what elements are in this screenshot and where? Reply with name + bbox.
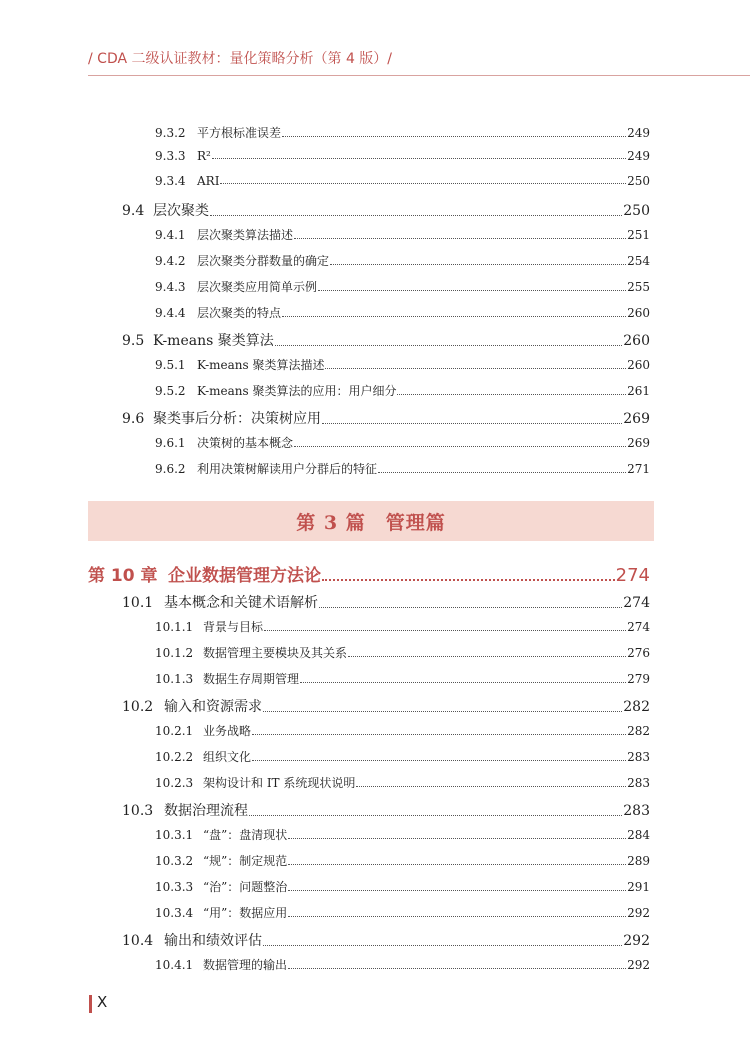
toc-entry-title: 利用决策树解读用户分群后的特征: [197, 462, 378, 476]
toc-entry: [155, 722, 650, 739]
toc-entry: [155, 956, 650, 973]
toc-entry-title: K-means 聚类算法的应用：用户细分: [197, 384, 397, 398]
toc-entry: [155, 748, 650, 765]
leader-dots: [275, 345, 623, 346]
toc-entry-title: 数据生存周期管理: [203, 672, 300, 686]
toc-entry-number: 10.2: [122, 699, 154, 715]
running-header: / CDA 二级认证教材：量化策略分析（第 4 版）/: [88, 51, 393, 67]
leader-dots: [212, 158, 626, 159]
toc-entry-number: 9.4.1: [155, 228, 186, 242]
toc-entry-page: 260: [627, 306, 650, 320]
toc-entry-title: 聚类事后分析：决策树应用: [153, 411, 321, 427]
toc-entry-page: 283: [627, 750, 650, 764]
toc-entry-title: “用”：数据应用: [203, 906, 288, 920]
toc-entry-page: 289: [627, 854, 650, 868]
toc-entry-number: 10.2.3: [155, 776, 194, 790]
toc-entry-number: 9.4.2: [155, 254, 186, 268]
toc-entry-page: 282: [623, 699, 650, 715]
leader-dots: [288, 890, 626, 891]
leader-dots: [294, 238, 626, 239]
toc-entry-number: 9.5.1: [155, 358, 186, 372]
leader-dots: [356, 786, 626, 787]
toc-entry: [155, 278, 650, 295]
toc-entry-title: “盘”：盘清现状: [203, 828, 288, 842]
toc-entry-number: 9.3.2: [155, 126, 186, 140]
leader-dots: [282, 136, 626, 137]
toc-entry-number: 9.4.4: [155, 306, 186, 320]
toc-entry: [155, 434, 650, 451]
toc-entry: [155, 644, 650, 661]
toc-entry-page: 283: [627, 776, 650, 790]
toc-entry-number: 9.4: [122, 203, 145, 219]
toc-entry-page: 254: [627, 254, 650, 268]
toc-entry-number: 9.3.3: [155, 149, 186, 163]
toc-entry-page: 291: [627, 880, 650, 894]
toc-entry: [122, 800, 650, 820]
toc-entry-page: 260: [623, 333, 650, 349]
toc-entry-page: 249: [627, 149, 650, 163]
toc-entry: [122, 408, 650, 428]
leader-dots: [378, 472, 626, 473]
toc-entry-page: 274: [615, 565, 650, 586]
toc-entry-page: 274: [627, 620, 650, 634]
toc-entry-title: 输入和资源需求: [164, 699, 262, 715]
leader-dots: [210, 215, 622, 216]
toc-entry-title: “规”：制定规范: [203, 854, 288, 868]
leader-dots: [288, 864, 626, 865]
toc-entry-number: 10.2.1: [155, 724, 194, 738]
toc-entry-title: 数据治理流程: [164, 803, 248, 819]
toc-entry-title: 数据管理的输出: [203, 958, 288, 972]
toc-entry-page: 292: [627, 958, 650, 972]
toc-entry-title: 层次聚类分群数量的确定: [197, 254, 330, 268]
toc-entry-number: 10.1.3: [155, 672, 194, 686]
toc-entry-number: 10.3.1: [155, 828, 194, 842]
toc-entry-number: 9.5.2: [155, 384, 186, 398]
toc-entry-number: 10.1: [122, 595, 154, 611]
leader-dots: [220, 183, 626, 184]
toc-entry: [155, 382, 650, 399]
toc-entry-number: 9.4.3: [155, 280, 186, 294]
part-banner: 第 3 篇 管理篇: [88, 501, 654, 541]
leader-dots: [249, 815, 622, 816]
leader-dots: [348, 656, 626, 657]
toc-entry-page: 271: [627, 462, 650, 476]
toc-entry-number: 10.1.2: [155, 646, 194, 660]
toc-entry-number: 10.3: [122, 803, 154, 819]
toc-entry: [155, 670, 650, 687]
toc-entry: [155, 124, 650, 141]
toc-entry-number: 9.6.2: [155, 462, 186, 476]
toc-entry-page: 292: [627, 906, 650, 920]
toc-entry-title: K-means 聚类算法描述: [197, 358, 325, 372]
toc-entry-title: 基本概念和关键术语解析: [164, 595, 318, 611]
toc-entry-title: 输出和绩效评估: [164, 933, 262, 949]
toc-entry-page: 274: [623, 595, 650, 611]
toc-entry-title: 层次聚类的特点: [197, 306, 282, 320]
toc-entry: [122, 592, 650, 612]
toc-entry: [155, 460, 650, 477]
footer-accent-bar: [89, 995, 92, 1013]
toc-entry: [155, 878, 650, 895]
page-number: X: [97, 993, 108, 1011]
toc-entry: [155, 174, 650, 188]
toc-entry: [155, 904, 650, 921]
toc-entry: [122, 696, 650, 716]
leader-dots: [319, 607, 622, 608]
toc-entry-title: 决策树的基本概念: [197, 436, 294, 450]
toc-entry-title: 组织文化: [203, 750, 252, 764]
toc-entry-page: 249: [627, 126, 650, 140]
toc-entry: [122, 930, 650, 950]
toc-entry: [155, 618, 650, 635]
leader-dots: [288, 916, 626, 917]
leader-dots: [322, 579, 615, 581]
toc-entry-number: 9.6.1: [155, 436, 186, 450]
toc-entry-title: 架构设计和 IT 系统现状说明: [203, 776, 356, 790]
toc-entry-page: 276: [627, 646, 650, 660]
toc-entry: [155, 356, 650, 373]
toc-entry: [155, 149, 650, 163]
leader-dots: [252, 760, 626, 761]
leader-dots: [282, 316, 626, 317]
toc-entry-page: 282: [627, 724, 650, 738]
toc-entry-title: 平方根标准误差: [197, 126, 282, 140]
toc-entry: [155, 252, 650, 269]
toc-entry-number: 9.5: [122, 333, 145, 349]
toc-entry-number: 第 10 章: [88, 566, 158, 586]
leader-dots: [322, 423, 622, 424]
leader-dots: [397, 394, 626, 395]
toc-entry-number: 10.4: [122, 933, 154, 949]
toc-entry-number: 10.2.2: [155, 750, 194, 764]
toc-entry: [155, 852, 650, 869]
leader-dots: [264, 630, 626, 631]
leader-dots: [300, 682, 626, 683]
leader-dots: [263, 711, 622, 712]
leader-dots: [330, 264, 626, 265]
toc-entry-page: 283: [623, 803, 650, 819]
toc-entry-title: 企业数据管理方法论: [168, 566, 321, 586]
toc-entry-number: 10.3.2: [155, 854, 194, 868]
leader-dots: [263, 945, 622, 946]
toc-entry: [155, 226, 650, 243]
toc-entry-title: 数据管理主要模块及其关系: [203, 646, 348, 660]
toc-entry-title: ARI: [197, 174, 220, 188]
toc-entry-title: 层次聚类: [153, 203, 209, 219]
leader-dots: [325, 368, 626, 369]
toc-entry-page: 284: [627, 828, 650, 842]
toc-entry-page: 250: [623, 203, 650, 219]
toc-entry-number: 9.3.4: [155, 174, 186, 188]
toc-entry-title: 层次聚类算法描述: [197, 228, 294, 242]
leader-dots: [318, 290, 626, 291]
toc-entry-page: 260: [627, 358, 650, 372]
toc-entry: [155, 826, 650, 843]
toc-entry-page: 269: [623, 411, 650, 427]
toc-entry-page: 279: [627, 672, 650, 686]
toc-entry-number: 10.3.4: [155, 906, 194, 920]
toc-entry: [155, 304, 650, 321]
toc-entry-title: R²: [197, 149, 211, 163]
toc-entry-page: 292: [623, 933, 650, 949]
toc-entry-title: 背景与目标: [203, 620, 264, 634]
toc-entry-number: 10.4.1: [155, 958, 194, 972]
toc-entry-title: 层次聚类应用简单示例: [197, 280, 318, 294]
toc-entry-number: 10.3.3: [155, 880, 194, 894]
leader-dots: [252, 734, 626, 735]
leader-dots: [294, 446, 626, 447]
toc-chapter: [88, 561, 650, 586]
toc-entry-title: 业务战略: [203, 724, 252, 738]
toc-entry-number: 9.6: [122, 411, 145, 427]
toc-entry-title: K-means 聚类算法: [153, 333, 274, 349]
toc-entry-page: 269: [627, 436, 650, 450]
leader-dots: [288, 968, 626, 969]
toc-entry-number: 10.1.1: [155, 620, 194, 634]
toc-entry-page: 255: [627, 280, 650, 294]
leader-dots: [288, 838, 626, 839]
toc-entry: [122, 330, 650, 350]
toc-entry: [122, 200, 650, 220]
toc-entry-title: “治”：问题整治: [203, 880, 288, 894]
toc-entry-page: 261: [627, 384, 650, 398]
toc-entry: [155, 774, 650, 791]
toc-entry-page: 250: [627, 174, 650, 188]
toc-entry-page: 251: [627, 228, 650, 242]
